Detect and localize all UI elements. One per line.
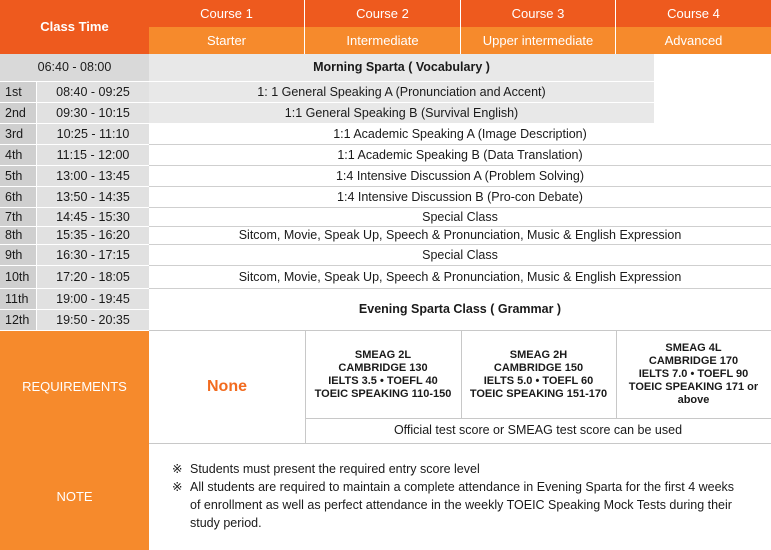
- requirement-course-3-line: SMEAG 2H: [509, 348, 568, 361]
- course-2-header: Course 2: [305, 0, 461, 27]
- reference-mark-icon: ※: [172, 462, 183, 476]
- note-item-2-line: study period.: [190, 516, 262, 530]
- requirement-course-2-line: IELTS 3.5 • TOEFL 40: [328, 374, 438, 387]
- period-subject: 1:1 Academic Speaking B (Data Translation): [149, 145, 771, 166]
- period-label: 3rd: [0, 124, 37, 145]
- period-label: 10th: [0, 266, 37, 289]
- period-label: 5th: [0, 166, 37, 187]
- period-subject: 1:1 General Speaking B (Survival English): [149, 103, 654, 124]
- requirement-course-2-line: CAMBRIDGE 130: [338, 361, 428, 374]
- requirement-course-4: [616, 331, 771, 418]
- note-item-2-cont: [190, 496, 732, 532]
- requirement-course-3-line: CAMBRIDGE 150: [493, 361, 584, 374]
- grid-line-v: [305, 331, 306, 443]
- grid-line-h: [149, 330, 771, 331]
- note-item-1-text: Students must present the required entry score level: [190, 462, 480, 476]
- period-time: 13:50 - 14:35: [37, 187, 149, 208]
- note-item-2-line: All students are required to maintain a complete attendance in Evening Sparta for the first 4 weeks: [190, 480, 735, 494]
- course-4-header: Course 4: [616, 0, 771, 27]
- period-time: 08:40 - 09:25: [37, 82, 149, 103]
- grid-line-h: [149, 443, 771, 444]
- course-1-header: Course 1: [149, 0, 305, 27]
- morning-sparta-label: Morning Sparta ( Vocabulary ): [149, 54, 654, 82]
- requirement-course-3: [461, 331, 616, 418]
- grid-line-v: [461, 331, 462, 418]
- requirement-course-4-line: above: [677, 394, 710, 406]
- morning-sparta-time: 06:40 - 08:00: [0, 54, 149, 82]
- period-time: 16:30 - 17:15: [37, 245, 149, 266]
- requirement-course-4-line: IELTS 7.0 • TOEFL 90: [638, 368, 749, 380]
- period-subject: Special Class: [149, 245, 771, 266]
- period-time: 13:00 - 13:45: [37, 166, 149, 187]
- reference-mark-icon: ※: [172, 480, 183, 494]
- morning-sparta-blank: [654, 54, 771, 82]
- course-3-level: Upper intermediate: [461, 27, 616, 54]
- period-time: 15:35 - 16:20: [37, 227, 149, 245]
- requirements-label: REQUIREMENTS: [0, 331, 149, 443]
- grid-line-v: [616, 331, 617, 418]
- requirement-course-3-line: IELTS 5.0 • TOEFL 60: [483, 374, 594, 387]
- period-subject: 1:4 Intensive Discussion A (Problem Solving): [149, 166, 771, 187]
- requirement-course-2-line: SMEAG 2L: [354, 348, 412, 361]
- note-item-2-line: of enrollment as well as perfect attendance in the weekly TOEIC Speaking Mock Tests during their: [190, 498, 732, 512]
- period-subject: 1: 1 General Speaking A (Pronunciation and Accent): [149, 82, 654, 103]
- period-label: 8th: [0, 227, 37, 245]
- period-label: 1st: [0, 82, 37, 103]
- period-subject: Sitcom, Movie, Speak Up, Speech & Pronunciation, Music & English Expression: [149, 266, 771, 289]
- course-1-level: Starter: [149, 27, 305, 54]
- period-subject: 1:4 Intensive Discussion B (Pro-con Debate): [149, 187, 771, 208]
- period-time: 10:25 - 11:10: [37, 124, 149, 145]
- period-label: 12th: [0, 310, 37, 331]
- requirement-course-4-line: SMEAG 4L: [665, 342, 722, 354]
- subject-blank: [654, 82, 771, 103]
- period-label: 4th: [0, 145, 37, 166]
- grid-line-h: [305, 418, 771, 419]
- course-4-level: Advanced: [616, 27, 771, 54]
- requirements-footnote: Official test score or SMEAG test score can be used: [305, 418, 771, 443]
- period-label: 9th: [0, 245, 37, 266]
- course-2-level: Intermediate: [305, 27, 461, 54]
- period-time: 14:45 - 15:30: [37, 208, 149, 227]
- period-time: 19:50 - 20:35: [37, 310, 149, 331]
- period-subject: Sitcom, Movie, Speak Up, Speech & Pronunciation, Music & English Expression: [149, 227, 771, 245]
- requirement-course-1: None: [149, 331, 305, 443]
- evening-sparta-label: Evening Sparta Class ( Grammar ): [149, 289, 771, 330]
- class-time-header: Class Time: [0, 0, 149, 54]
- period-time: 17:20 - 18:05: [37, 266, 149, 289]
- period-time: 11:15 - 12:00: [37, 145, 149, 166]
- requirement-course-2: [305, 331, 461, 418]
- period-label: 11th: [0, 289, 37, 310]
- requirement-course-3-line: TOEIC SPEAKING 151-170: [469, 387, 608, 400]
- note-label: NOTE: [0, 443, 149, 550]
- note-item-1: [172, 460, 480, 478]
- course-3-header: Course 3: [461, 0, 616, 27]
- requirement-course-4-line: CAMBRIDGE 170: [648, 355, 739, 367]
- requirement-course-2-line: TOEIC SPEAKING 110-150: [314, 387, 452, 400]
- note-item-2: [172, 478, 734, 496]
- period-time: 09:30 - 10:15: [37, 103, 149, 124]
- requirement-course-4-line: TOEIC SPEAKING 171 or: [628, 381, 759, 393]
- period-label: 2nd: [0, 103, 37, 124]
- period-subject: Special Class: [149, 208, 771, 227]
- period-label: 7th: [0, 208, 37, 227]
- period-time: 19:00 - 19:45: [37, 289, 149, 310]
- subject-blank: [654, 103, 771, 124]
- period-subject: 1:1 Academic Speaking A (Image Description): [149, 124, 771, 145]
- period-label: 6th: [0, 187, 37, 208]
